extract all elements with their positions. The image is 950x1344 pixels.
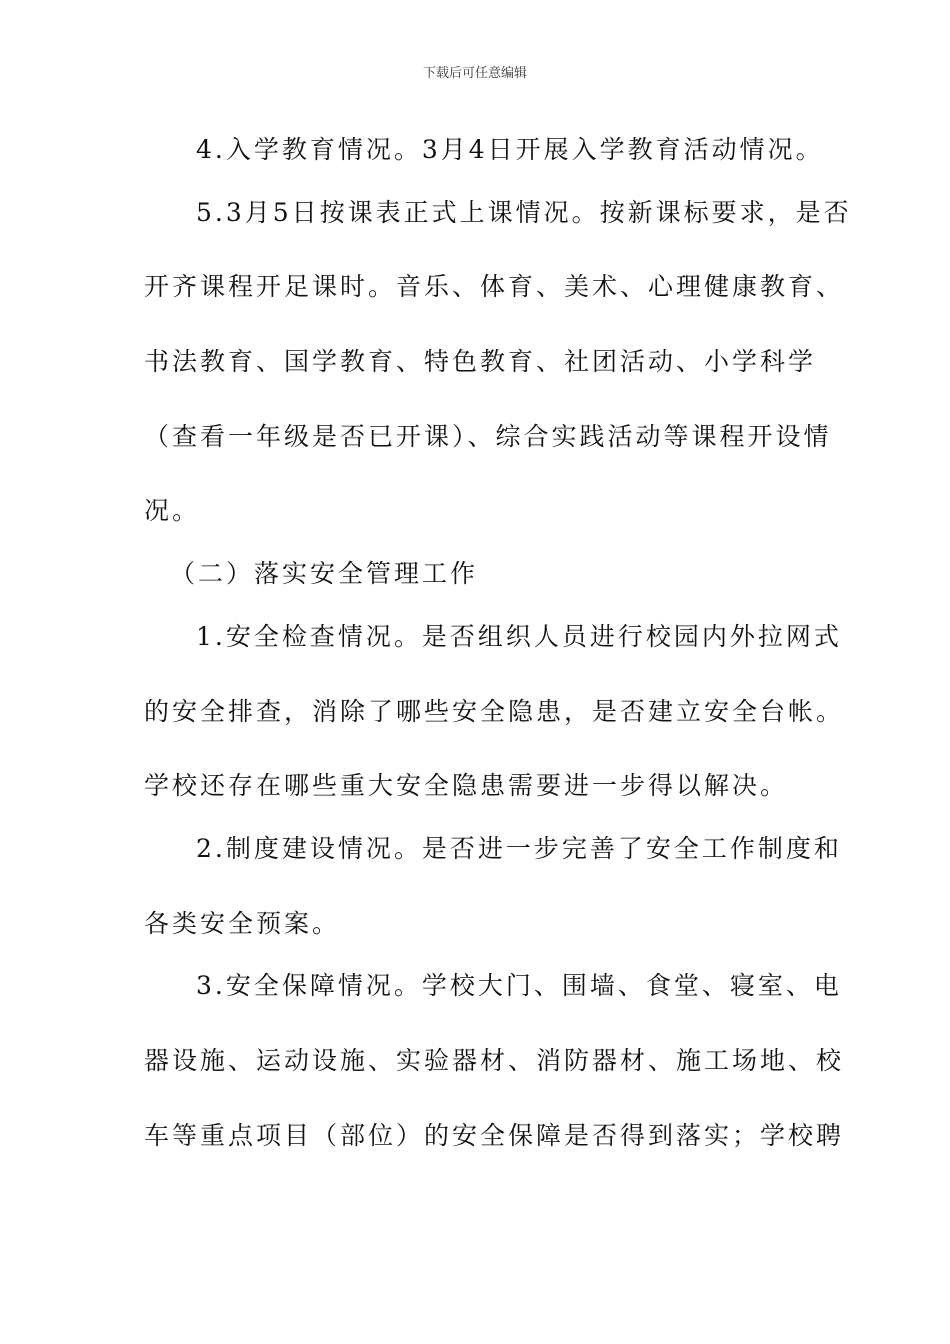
paragraph-line: 4.入学教育情况。3月4日开展入学教育活动情况。: [196, 135, 824, 164]
page-header: 下载后可任意编辑: [422, 66, 527, 81]
paragraph-line: 各类安全预案。: [144, 909, 341, 938]
paragraph-line: 学校还存在哪些重大安全隐患需要进一步得以解决。: [144, 771, 789, 800]
paragraph-line: 3.安全保障情况。学校大门、围墙、食堂、寝室、电: [196, 971, 842, 1000]
paragraph-line: 况。: [144, 496, 201, 525]
paragraph-line: 开齐课程开足课时。音乐、体育、美术、心理健康教育、: [144, 272, 845, 301]
paragraph-line: （查看一年级是否已开课）、综合实践活动等课程开设情: [144, 422, 832, 451]
section-heading: （二）落实安全管理工作: [170, 559, 479, 588]
paragraph-line: 2.制度建设情况。是否进一步完善了安全工作制度和: [196, 834, 842, 863]
paragraph-line: 车等重点项目（部位）的安全保障是否得到落实；学校聘: [144, 1121, 845, 1150]
paragraph-line: 1.安全检查情况。是否组织人员进行校园内外拉网式: [196, 622, 842, 651]
paragraph-line: 器设施、运动设施、实验器材、消防器材、施工场地、校: [144, 1046, 845, 1075]
paragraph-line: 的安全排查，消除了哪些安全隐患，是否建立安全台帐。: [144, 697, 845, 726]
paragraph-line: 5.3月5日按课表正式上课情况。按新课标要求，是否: [196, 198, 852, 227]
paragraph-line: 书法教育、国学教育、特色教育、社团活动、小学科学: [144, 347, 817, 376]
